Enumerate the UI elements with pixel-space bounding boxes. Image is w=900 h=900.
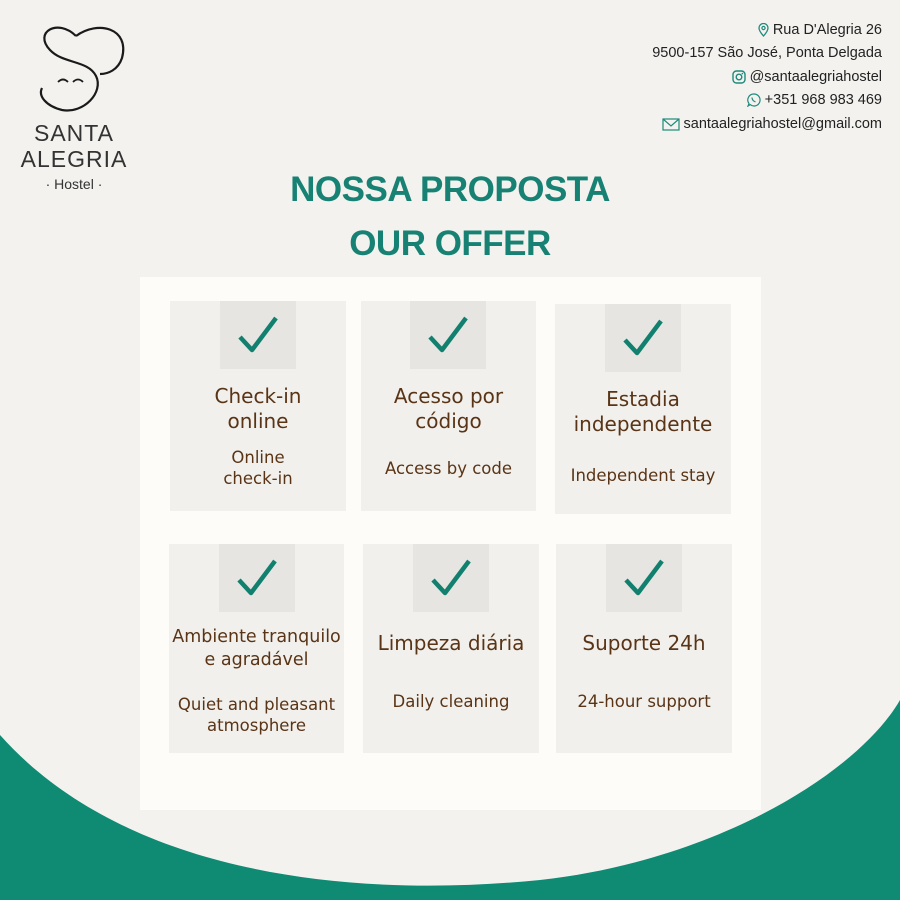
contact-info [652, 18, 882, 136]
phone-text: +351 968 983 469 [764, 92, 882, 109]
email-text: santaalegriahostel@gmail.com [683, 115, 882, 132]
instagram-handle[interactable] [652, 65, 882, 89]
checkmark-icon [220, 301, 296, 369]
offer-title-line1: Estadia [606, 387, 680, 411]
logo-text-alegria: ALEGRIA [20, 146, 128, 172]
offer-subtitle-line1: Daily cleaning [392, 692, 510, 711]
offer-title-line2: código [415, 409, 482, 433]
instagram-text: @santaalegriahostel [749, 68, 882, 85]
offer-title-line1: Limpeza diária [377, 631, 525, 655]
checkmark-icon [606, 544, 682, 612]
offer-title-line1: Ambiente tranquilo [172, 627, 341, 647]
heading-pt: NOSSA PROPOSTA [290, 170, 610, 209]
offer-subtitle-line1: Access by code [384, 459, 512, 478]
map-pin-icon [758, 23, 769, 37]
heading-en: OUR OFFER [349, 224, 551, 263]
envelope-icon [662, 117, 680, 131]
offer-subtitle-line1: Online [231, 448, 285, 467]
offer-subtitle-line2: check-in [223, 469, 293, 488]
offer-title-line1: Acesso por [393, 384, 504, 408]
offer-card-support-24h [556, 544, 732, 753]
offer-title-line2: online [227, 409, 289, 433]
checkmark-icon [219, 544, 295, 612]
phone-number[interactable] [652, 89, 882, 113]
offer-title-line1: Check-in [214, 384, 302, 408]
instagram-icon [732, 70, 746, 84]
checkmark-icon [413, 544, 489, 612]
offer-title-line2: e agradável [204, 650, 309, 670]
whatsapp-icon [747, 93, 761, 107]
offer-card-quiet-atmosphere [169, 544, 344, 753]
address-street [652, 18, 882, 42]
offer-subtitle-line1: Independent stay [570, 466, 716, 485]
offer-title-line2: independente [573, 412, 713, 436]
offer-card-daily-cleaning [363, 544, 539, 753]
city-text: 9500-157 São José, Ponta Delgada [652, 45, 882, 62]
offer-card-code-access [361, 301, 536, 511]
address-city [652, 42, 882, 66]
logo-text-santa: SANTA [34, 120, 114, 146]
offer-subtitle-line2: atmosphere [207, 716, 306, 735]
email-address[interactable] [652, 112, 882, 136]
offer-card-independent-stay [555, 304, 731, 514]
street-text: Rua D'Alegria 26 [772, 21, 882, 38]
logo-text-hostel: · Hostel · [45, 176, 103, 192]
checkmark-icon [410, 301, 486, 369]
logo-mark-icon [18, 18, 133, 118]
offer-card-checkin [170, 301, 346, 511]
offer-title-line1: Suporte 24h [582, 631, 706, 655]
offer-subtitle-line1: Quiet and pleasant [177, 695, 336, 714]
checkmark-icon [605, 304, 681, 372]
offer-subtitle-line1: 24-hour support [577, 692, 711, 711]
